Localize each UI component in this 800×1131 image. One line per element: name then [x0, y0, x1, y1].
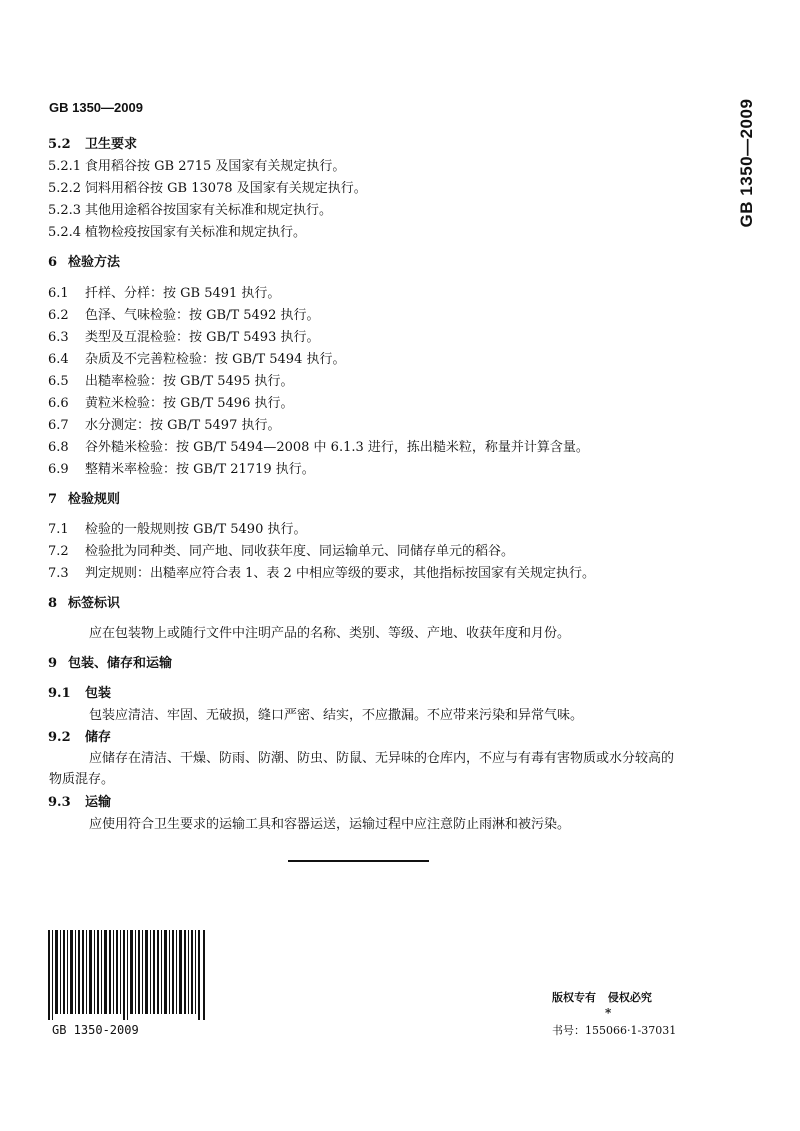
clause-text: 检验批为同种类、同产地、同收获年度、同运输单元、同储存单元的稻谷。 — [85, 544, 515, 559]
section-number: 8 — [48, 596, 58, 611]
book-number: 书号：155066·1-37031 — [552, 1024, 677, 1037]
section-number: 9.2 — [48, 730, 71, 745]
paragraph-text: 应使用符合卫生要求的运输工具和容器运送，运输过程中应注意防止雨淋和被污染。 — [89, 817, 571, 832]
section-title: 检验规则 — [68, 492, 121, 507]
clause-number: 6.5 — [48, 374, 69, 389]
section-title: 标签标识 — [68, 596, 121, 611]
section-number: 9.3 — [48, 795, 71, 810]
clause-text: 饲料用稻谷按 GB 13078 及国家有关规定执行。 — [85, 181, 367, 196]
clause-number: 6.8 — [48, 440, 69, 455]
clause-number: 5.2.3 — [48, 203, 82, 218]
clause-text: 水分测定：按 GB/T 5497 执行。 — [85, 418, 281, 433]
section-title: 运输 — [85, 795, 112, 810]
section-title: 储存 — [85, 730, 112, 745]
paragraph-text: 包装应清洁、牢固、无破损，缝口严密、结实，不应撒漏。不应带来污染和异常气味。 — [89, 708, 584, 723]
clause-text: 谷外糙米检验：按 GB/T 5494—2008 中 6.1.3 进行，拣出糙米粒，称量并计算含量。 — [85, 440, 589, 455]
clause-text: 黄粒米检验：按 GB/T 5496 执行。 — [85, 396, 294, 411]
clause-text: 类型及互混检验：按 GB/T 5493 执行。 — [85, 330, 320, 345]
clause-text: 整精米率检验：按 GB/T 21719 执行。 — [85, 462, 315, 477]
section-title: 检验方法 — [68, 255, 121, 270]
end-rule — [288, 860, 429, 862]
section-number: 9.1 — [48, 686, 71, 701]
clause-number: 5.2.1 — [48, 159, 82, 174]
clause-number: 6.7 — [48, 418, 69, 433]
clause-number: 6.9 — [48, 462, 69, 477]
section-title: 包装、储存和运输 — [68, 656, 173, 671]
clause-number: 7.2 — [48, 544, 69, 559]
vertical-document-code — [734, 100, 760, 226]
clause-number: 6.1 — [48, 286, 69, 301]
barcode — [48, 930, 206, 1020]
clause-number: 6.4 — [48, 352, 69, 367]
copyright-notice: 版权专有 侵权必究 — [552, 991, 652, 1004]
clause-number: 5.2.4 — [48, 225, 82, 240]
clause-number: 5.2.2 — [48, 181, 82, 196]
clause-number: 6.3 — [48, 330, 69, 345]
star-mark: * — [605, 1006, 612, 1020]
section-number: 6 — [48, 255, 58, 270]
clause-text: 杂质及不完善粒检验：按 GB/T 5494 执行。 — [85, 352, 346, 367]
section-9-2-paragraph: 应储存在清洁、干燥、防雨、防潮、防虫、防鼠、无异味的仓库内，不应与有毒有害物质或水分较高的物质混存。 — [49, 751, 675, 787]
section-number: 5.2 — [48, 137, 71, 152]
clause-text: 色泽、气味检验：按 GB/T 5492 执行。 — [85, 308, 320, 323]
barcode-graphic — [48, 930, 206, 1020]
section-title: 卫生要求 — [85, 137, 138, 152]
clause-text: 植物检疫按国家有关标准和规定执行。 — [85, 225, 307, 240]
document-code-header: GB 1350—2009 — [49, 100, 143, 115]
clause-text: 扦样、分样：按 GB 5491 执行。 — [85, 286, 281, 301]
clause-text: 判定规则：出糙率应符合表 1、表 2 中相应等级的要求，其他指标按国家有关规定执行。 — [85, 566, 595, 581]
clause-text: 出糙率检验：按 GB/T 5495 执行。 — [85, 374, 294, 389]
clause-number: 7.1 — [48, 522, 69, 537]
vertical-code-text: GB 1350—2009 — [737, 98, 756, 228]
section-number: 9 — [48, 656, 58, 671]
clause-text: 食用稻谷按 GB 2715 及国家有关规定执行。 — [85, 159, 346, 174]
paragraph-text: 应在包装物上或随行文件中注明产品的名称、类别、等级、产地、收获年度和月份。 — [89, 626, 571, 641]
clause-number: 6.2 — [48, 308, 69, 323]
barcode-number: GB 1350-2009 — [52, 1023, 139, 1037]
clause-text: 其他用途稻谷按国家有关标准和规定执行。 — [85, 203, 333, 218]
clause-number: 6.6 — [48, 396, 69, 411]
clause-number: 7.3 — [48, 566, 69, 581]
section-title: 包装 — [85, 686, 112, 701]
section-number: 7 — [48, 492, 58, 507]
clause-text: 检验的一般规则按 GB/T 5490 执行。 — [85, 522, 307, 537]
